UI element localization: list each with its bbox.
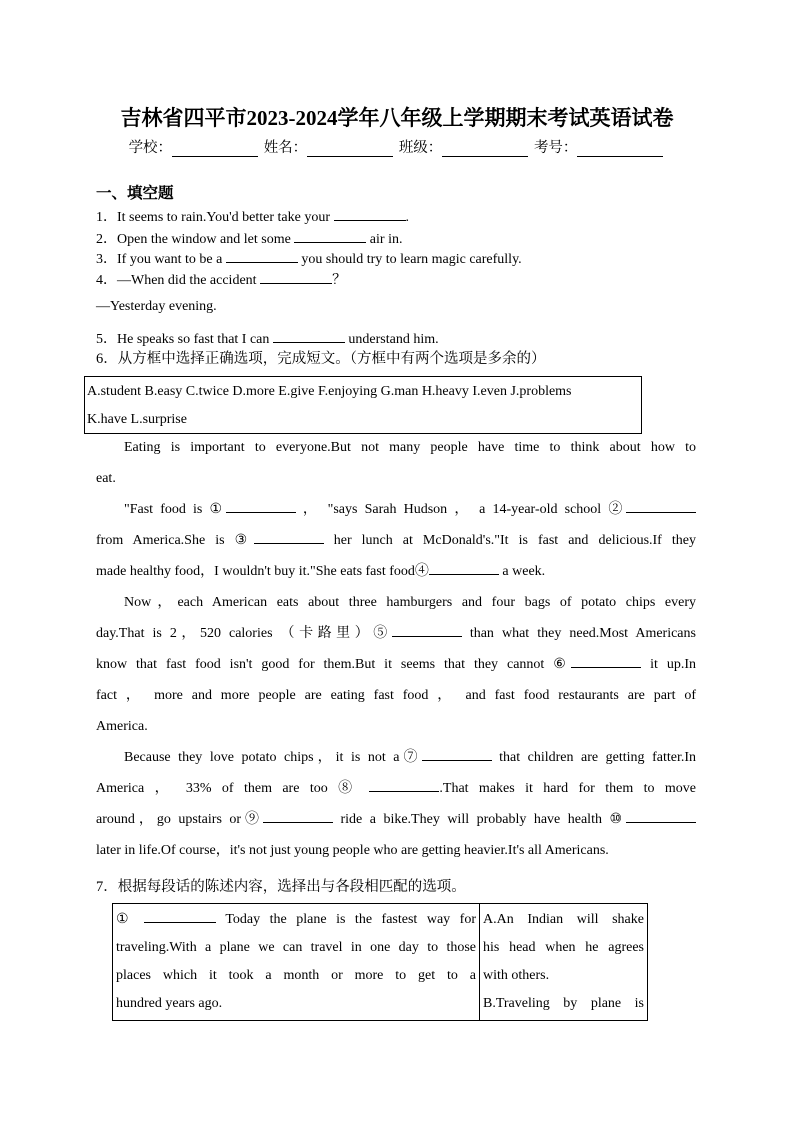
passage-text: her lunch at McDonald's."It is fast and delicious.If they (323, 533, 696, 548)
question-7-instruction: 7．根据每段话的陈述内容，选择出与各段相匹配的选项。 (96, 879, 466, 895)
passage-line (96, 525, 696, 556)
passage-text: ， "says Sarah Hudson ， a 14-year-old school ② (295, 502, 626, 517)
passage-line: later in life.Of course，it's not just young people who are getting heavier.It's all Americans. (96, 843, 609, 858)
passage-text: than what they need.Most Americans (461, 626, 696, 641)
passage-line (96, 618, 696, 649)
blank-7[interactable] (422, 748, 492, 761)
question-1 (96, 206, 409, 226)
passage-line: fact ， more and more people are eating fast food ， and fast food restaurants are part of (96, 688, 696, 703)
passage-text: .That makes it hard for them to move (439, 781, 696, 796)
cell-line: with others. (483, 968, 550, 983)
question-5-text: 5．He speaks so fast that I can (96, 332, 273, 347)
cell-line: places which it took a month or more to get to a (116, 968, 476, 983)
passage-line: Now，each American eats about three hamburgers and four bags of potato chips every (124, 595, 696, 610)
cell-line: hundred years ago. (116, 996, 223, 1011)
passage-line (96, 494, 696, 525)
passage-text: made healthy food，I wouldn't buy it."She eats fast food④ (96, 564, 429, 579)
blank-1[interactable] (226, 500, 296, 513)
school-blank[interactable] (172, 142, 258, 157)
school-label: 学校： (128, 140, 173, 156)
question-2-end: air in. (366, 232, 403, 247)
passage-text: "Fast food is ① (124, 502, 226, 517)
passage-text: around，go upstairs or⑨ (96, 812, 264, 827)
option-box-line-2: K.have L.surprise (87, 412, 187, 427)
question-3-blank[interactable] (226, 250, 298, 263)
question-5-blank[interactable] (273, 330, 345, 343)
question-3 (96, 248, 522, 268)
class-label: 班级： (398, 140, 443, 156)
blank-5[interactable] (392, 624, 462, 637)
passage-text: Because they love potato chips，it is not a⑦ (124, 750, 422, 765)
passage-text: America ， 33% of them are too ⑧ (96, 781, 370, 796)
passage-cell (113, 904, 480, 1021)
passage-text: from America.She is ③ (96, 533, 254, 548)
passage-line: America. (96, 719, 148, 734)
class-blank[interactable] (442, 142, 528, 157)
question-1-end: . (405, 210, 410, 225)
blank-6[interactable] (571, 655, 641, 668)
cell-line: traveling.With a plane we can travel in one day to those (116, 940, 476, 955)
passage-line (96, 773, 696, 804)
question-1-text: 1．It seems to rain.You'd better take your (96, 210, 334, 225)
question-5-end: understand him. (344, 332, 439, 347)
cell-line: his head when he agrees (483, 940, 644, 955)
passage-text: know that fast food isn't good for them.But it seems that they cannot ⑥ (96, 657, 572, 672)
blank-8[interactable] (369, 779, 439, 792)
cell-line (116, 906, 476, 934)
question-1-blank[interactable] (334, 208, 406, 221)
question-2-blank[interactable] (294, 230, 366, 243)
passage (96, 432, 696, 866)
blank-9[interactable] (263, 810, 333, 823)
page-title: 吉林省四平市2023-2024学年八年级上学期期末考试英语试卷 (120, 106, 674, 130)
name-blank[interactable] (307, 142, 393, 157)
question-3-end: you should try to learn magic carefully. (297, 252, 522, 267)
passage-text: ride a bike.They will probably have health ⑩ (333, 812, 626, 827)
passage-line (96, 804, 696, 835)
question-4-text: 4．—When did the accident (96, 273, 261, 288)
passage-text: that children are getting fatter.In (491, 750, 696, 765)
number-blank[interactable] (577, 142, 663, 157)
question-5 (96, 328, 439, 348)
cell-line: A.An Indian will shake (483, 912, 644, 927)
student-info-line (0, 136, 794, 157)
cell-line: B.Traveling by plane is (483, 996, 644, 1011)
blank-10[interactable] (626, 810, 696, 823)
name-label: 姓名： (263, 140, 308, 156)
passage-text: day.That is 2，520 calories （卡路里）⑤ (96, 626, 392, 641)
question-6-instruction: 6．从方框中选择正确选项，完成短文。（方框中有两个选项是多余的） (96, 351, 546, 367)
option-box-line-1: A.student B.easy C.twice D.more E.give F.enjoying G.man H.heavy I.even J.problems (87, 384, 572, 399)
section-heading: 一、填空题 (96, 185, 174, 202)
blank-2[interactable] (626, 500, 696, 513)
passage-line (96, 742, 696, 773)
cell-text: ① (116, 912, 145, 927)
question-4-end: ？ (332, 273, 347, 288)
blank-4[interactable] (429, 562, 499, 575)
passage-text: it up.In (641, 657, 696, 672)
options-cell (480, 904, 648, 1021)
question-3-text: 3．If you want to be a (96, 252, 226, 267)
table-row (113, 904, 648, 1021)
cell-text: Today the plane is the fastest way for (216, 912, 476, 927)
blank-3[interactable] (254, 531, 324, 544)
number-label: 考号： (533, 140, 578, 156)
passage-line: Eating is important to everyone.But not many people have time to think about how to (124, 440, 696, 455)
question-4 (96, 269, 346, 289)
passage-line (96, 649, 696, 680)
option-box (84, 376, 642, 434)
passage-text: a week. (498, 564, 546, 579)
passage-line: eat. (96, 471, 116, 486)
matching-blank-1[interactable] (144, 910, 216, 923)
question-2-text: 2．Open the window and let some (96, 232, 295, 247)
question-4-answer: —Yesterday evening. (96, 299, 217, 314)
question-2 (96, 228, 402, 248)
passage-line (96, 556, 696, 587)
matching-table (112, 903, 648, 1021)
question-4-blank[interactable] (260, 271, 332, 284)
